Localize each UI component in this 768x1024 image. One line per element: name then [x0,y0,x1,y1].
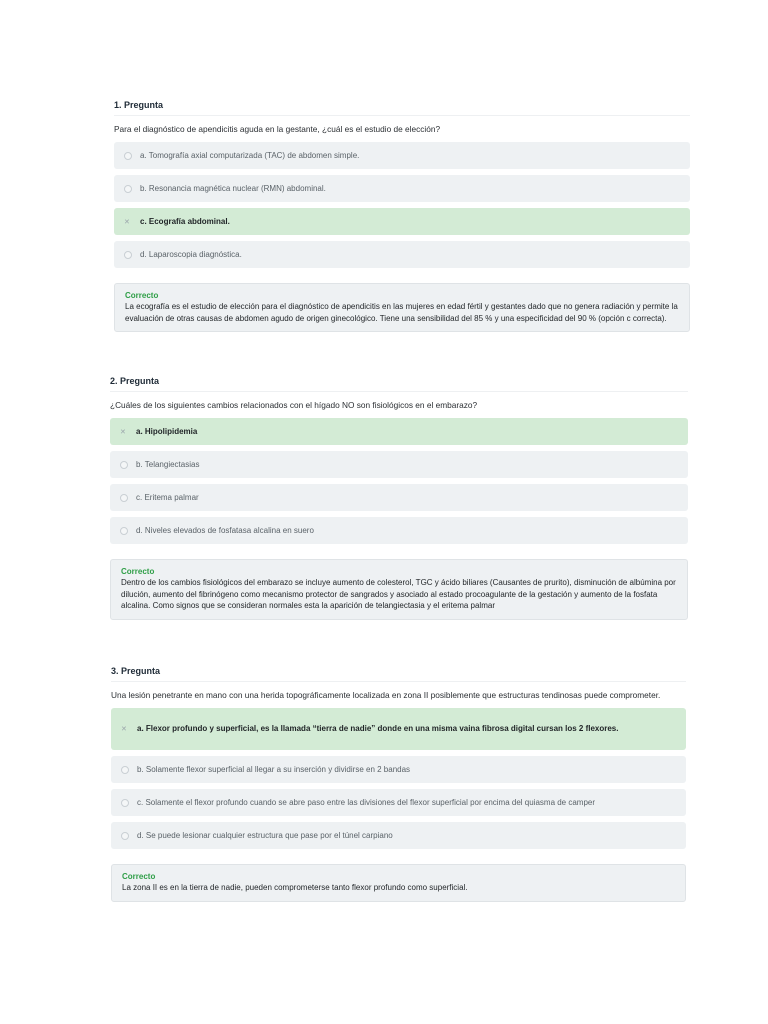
answer-option-c[interactable] [111,789,686,816]
close-icon: ✕ [124,218,130,226]
feedback-box [110,559,688,620]
answer-options [111,708,686,849]
answer-options [110,418,688,544]
close-icon: ✕ [121,726,127,733]
answer-option-label: b. Telangiectasias [136,459,200,469]
answer-options [114,142,690,268]
answer-option-label: a. Hipolipidemia [136,426,198,436]
answer-option-b[interactable] [114,175,690,202]
answer-option-d[interactable] [111,822,686,849]
feedback-text: Dentro de los cambios fisiológicos del embarazo se incluye aumento de colesterol, TGC y ácido biliares (Causantes de prurito), disminución de albúmina por dilución, aumento del fibrinógeno como mecanismo protector de sangrados y asociado al estado procoagulante de la gestación y aumento de la fosfata alcalina. Como signos que se consideran normales esta la aparición de telangiectasia y el eritema palmar [121,578,676,610]
feedback-status: Correcto [121,567,155,576]
answer-option-label: b. Solamente flexor superficial al llegar a su inserción y dividirse en 2 bandas [137,764,411,774]
feedback-text: La zona II es en la tierra de nadie, pueden comprometerse tanto flexor profundo como superficial. [122,883,468,892]
question-2 [110,376,688,620]
question-1 [114,100,690,332]
answer-option-label: c. Solamente el flexor profundo cuando se abre paso entre las divisiones del flexor superficial por encima del quiasma de camper [137,797,596,807]
answer-option-label: a. Tomografía axial computarizada (TAC) de abdomen simple. [140,150,360,160]
answer-option-c[interactable] [110,484,688,511]
answer-option-label: a. Flexor profundo y superficial, es la llamada “tierra de nadie” donde en una misma vaina fibrosa digital cursan los 2 flexores. [137,724,619,733]
feedback-status: Correcto [122,872,156,881]
feedback-box [111,864,686,902]
answer-option-label: c. Eritema palmar [136,492,199,502]
radio-icon[interactable] [124,152,132,160]
radio-icon[interactable] [120,494,128,502]
feedback-status: Correcto [125,291,159,300]
radio-icon[interactable] [121,832,129,840]
answer-option-label: d. Se puede lesionar cualquier estructura que pase por el túnel carpiano [137,830,393,840]
radio-icon[interactable] [124,251,132,259]
radio-icon[interactable] [121,799,129,807]
answer-option-label: d. Laparoscopia diagnóstica. [140,249,242,259]
answer-option-c-selected[interactable] [114,208,690,235]
question-3 [111,666,686,902]
answer-option-label: b. Resonancia magnética nuclear (RMN) abdominal. [140,183,326,193]
answer-option-b[interactable] [110,451,688,478]
radio-icon[interactable] [124,185,132,193]
answer-option-a-selected[interactable] [111,708,686,750]
question-title: 2. Pregunta [110,376,688,392]
radio-icon[interactable] [120,461,128,469]
close-icon: ✕ [120,428,126,436]
question-title: 3. Pregunta [111,666,686,682]
question-text: ¿Cuáles de los siguientes cambios relacionados con el hígado NO son fisiológicos en el embarazo? [110,400,478,410]
feedback-text: La ecografía es el estudio de elección para el diagnóstico de apendicitis en las mujeres en edad fértil y gestantes dado que no genera radiación y permite la evaluación de otras causas de abdomen agudo de origen ginecológico. Tiene una sensibilidad del 85 % y una especificidad del 90 % (opción c correcta). [125,302,678,323]
answer-option-b[interactable] [111,756,686,783]
answer-option-label: d. Niveles elevados de fosfatasa alcalina en suero [136,525,314,535]
question-text: Una lesión penetrante en mano con una herida topográficamente localizada en zona II posiblemente que estructuras tendinosas puede comprometer. [111,690,661,700]
answer-option-a-selected[interactable] [110,418,688,445]
feedback-box [114,283,690,332]
question-title: 1. Pregunta [114,100,690,116]
question-text: Para el diagnóstico de apendicitis aguda en la gestante, ¿cuál es el estudio de elección? [114,124,441,134]
answer-option-label: c. Ecografía abdominal. [140,216,230,226]
answer-option-d[interactable] [114,241,690,268]
radio-icon[interactable] [120,527,128,535]
answer-option-d[interactable] [110,517,688,544]
answer-option-a[interactable] [114,142,690,169]
radio-icon[interactable] [121,766,129,774]
